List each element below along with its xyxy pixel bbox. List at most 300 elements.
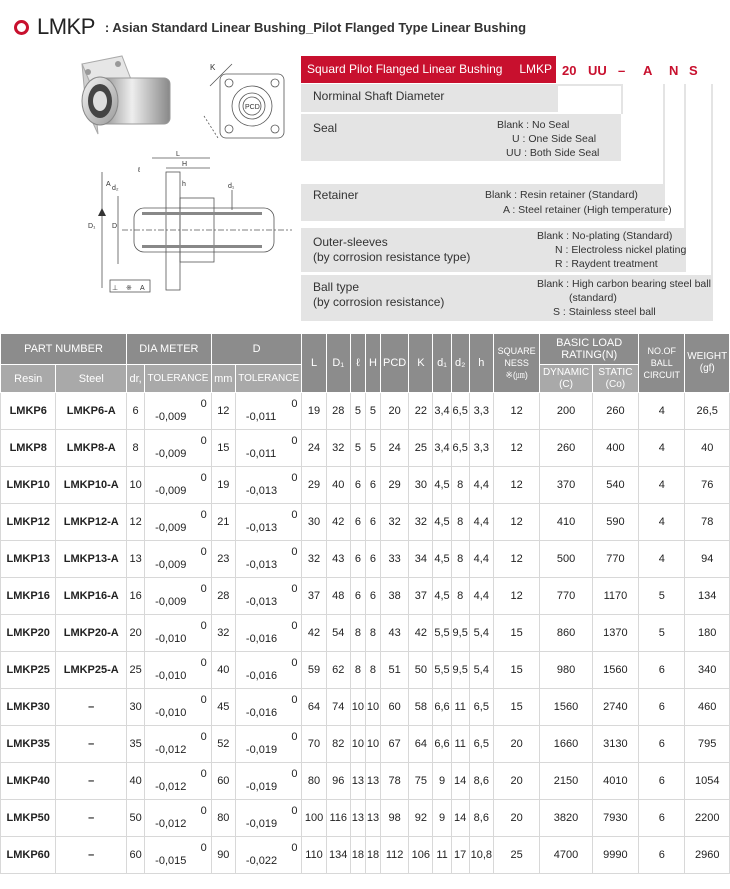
- sq-cell: 12: [493, 393, 539, 430]
- wt-cell: 180: [685, 615, 730, 652]
- tolerance-lower: -0,011: [245, 411, 277, 423]
- d2-cell: 6,5: [451, 430, 469, 467]
- D1-cell: 116: [326, 800, 350, 837]
- PCD-cell: 38: [381, 578, 409, 615]
- h-cell: 6,5: [469, 726, 493, 763]
- tolerance-lower: -0,019: [245, 818, 278, 830]
- D-cell: 80: [211, 800, 235, 837]
- table-row: [1, 430, 730, 467]
- table-row: [1, 689, 730, 726]
- row-option: (standard): [569, 292, 617, 304]
- Dtol-cell: [235, 393, 302, 430]
- wt-cell: 40: [685, 430, 730, 467]
- D1-cell: 82: [326, 726, 350, 763]
- sq-cell: 20: [493, 800, 539, 837]
- K-cell: 34: [409, 541, 433, 578]
- L-cell: 32: [302, 541, 326, 578]
- steel-cell: LMKP8-A: [56, 430, 127, 467]
- D-cell: 15: [211, 430, 235, 467]
- svg-text:L: L: [176, 151, 180, 158]
- th-weight: WEIGHT (gf): [685, 334, 730, 393]
- row-label: Ball type (by corrosion resistance): [313, 280, 445, 309]
- wt-cell: 1054: [685, 763, 730, 800]
- wt-cell: 94: [685, 541, 730, 578]
- table-row: [1, 467, 730, 504]
- l-cell: 6: [350, 467, 365, 504]
- K-cell: 58: [409, 689, 433, 726]
- wt-cell: 2960: [685, 837, 730, 874]
- tolerance-lower: -0,019: [245, 744, 278, 756]
- tolerance-lower: -0,013: [245, 522, 278, 534]
- l-cell: 10: [350, 689, 365, 726]
- tolerance-lower: -0,016: [245, 633, 278, 645]
- steel-cell: –: [56, 689, 127, 726]
- sta-cell: 7930: [592, 800, 638, 837]
- D-cell: 23: [211, 541, 235, 578]
- wt-cell: 795: [685, 726, 730, 763]
- D-cell: 32: [211, 615, 235, 652]
- D1-cell: 28: [326, 393, 350, 430]
- Dtol-cell: [235, 652, 302, 689]
- H-cell: 5: [365, 393, 380, 430]
- tolerance-lower: -0,012: [155, 818, 187, 830]
- D-cell: 12: [211, 393, 235, 430]
- tolerance-lower: -0,010: [155, 707, 187, 719]
- D1-cell: 62: [326, 652, 350, 689]
- tolerance-lower: -0,016: [245, 670, 278, 682]
- tolerance-upper: 0: [291, 657, 298, 669]
- bc-cell: 6: [639, 726, 685, 763]
- table-row: [1, 837, 730, 874]
- dtol-cell: [145, 430, 212, 467]
- th-ball-circuit: NO.OF BALL CIRCUIT: [639, 334, 685, 393]
- d2-cell: 9,5: [451, 652, 469, 689]
- K-cell: 30: [409, 467, 433, 504]
- dyn-cell: 770: [540, 578, 592, 615]
- tolerance-upper: 0: [200, 472, 207, 484]
- bc-cell: 4: [639, 504, 685, 541]
- d2-cell: 8: [451, 541, 469, 578]
- d1-cell: 4,5: [433, 541, 451, 578]
- sta-cell: 540: [592, 467, 638, 504]
- row-ball-type: [301, 275, 713, 321]
- code-box-title-text: Squard Pilot Flanged Linear Bushing: [307, 62, 503, 76]
- th-L: L: [302, 334, 326, 393]
- bc-cell: 6: [639, 800, 685, 837]
- tolerance-lower: -0,009: [155, 596, 187, 608]
- sq-cell: 25: [493, 837, 539, 874]
- tolerance-upper: 0: [200, 435, 207, 447]
- L-cell: 19: [302, 393, 326, 430]
- tolerance-upper: 0: [291, 472, 298, 484]
- steel-cell: LMKP25-A: [56, 652, 127, 689]
- h-cell: 5,4: [469, 615, 493, 652]
- code-box-title: [301, 56, 556, 83]
- steel-cell: –: [56, 800, 127, 837]
- wt-cell: 340: [685, 652, 730, 689]
- bc-cell: 6: [639, 652, 685, 689]
- H-cell: 10: [365, 689, 380, 726]
- resin-cell: LMKP8: [1, 430, 56, 467]
- bc-cell: 4: [639, 430, 685, 467]
- Dtol-cell: [235, 837, 302, 874]
- h-cell: 4,4: [469, 467, 493, 504]
- row-option: S : Stainless steel ball: [553, 306, 656, 318]
- code-seal: UU: [588, 63, 607, 78]
- resin-cell: LMKP6: [1, 393, 56, 430]
- sq-cell: 15: [493, 652, 539, 689]
- dyn-cell: 2150: [540, 763, 592, 800]
- svg-text:D: D: [112, 223, 118, 230]
- dim-k-label: K: [210, 63, 216, 72]
- code-dash: –: [618, 63, 626, 78]
- dyn-cell: 980: [540, 652, 592, 689]
- D-cell: 28: [211, 578, 235, 615]
- K-cell: 92: [409, 800, 433, 837]
- th-dr: dr,: [127, 365, 145, 393]
- tolerance-lower: -0,013: [245, 596, 278, 608]
- table-row: [1, 504, 730, 541]
- D-cell: 19: [211, 467, 235, 504]
- tolerance-upper: 0: [291, 509, 298, 521]
- d1-cell: 4,5: [433, 467, 451, 504]
- row-label: Norminal Shaft Diameter: [313, 89, 445, 103]
- row-option: A : Steel retainer (High temperature): [503, 204, 672, 216]
- tolerance-lower: -0,011: [245, 448, 277, 460]
- tolerance-lower: -0,013: [245, 559, 278, 571]
- H-cell: 6: [365, 578, 380, 615]
- h-cell: 8,6: [469, 763, 493, 800]
- th-D: D: [211, 334, 302, 365]
- l-cell: 6: [350, 504, 365, 541]
- code-retainer: A: [643, 63, 653, 78]
- l-cell: 8: [350, 652, 365, 689]
- H-cell: 13: [365, 800, 380, 837]
- h-cell: 4,4: [469, 578, 493, 615]
- l-cell: 5: [350, 430, 365, 467]
- tolerance-lower: -0,022: [245, 855, 278, 867]
- wt-cell: 2200: [685, 800, 730, 837]
- d1-cell: 3,4: [433, 430, 451, 467]
- sq-cell: 20: [493, 726, 539, 763]
- L-cell: 110: [302, 837, 326, 874]
- d1-cell: 6,6: [433, 689, 451, 726]
- tolerance-upper: 0: [291, 398, 298, 410]
- tolerance-upper: 0: [200, 509, 207, 521]
- sta-cell: 1170: [592, 578, 638, 615]
- L-cell: 64: [302, 689, 326, 726]
- code-segments: [556, 56, 707, 83]
- row-label: Outer-sleeves (by corrosion resistance type): [313, 235, 471, 264]
- dtol-cell: [145, 726, 212, 763]
- th-d1: d₁: [433, 334, 451, 393]
- dtol-cell: [145, 837, 212, 874]
- sq-cell: 12: [493, 430, 539, 467]
- dtol-cell: [145, 689, 212, 726]
- svg-text:A: A: [106, 181, 111, 188]
- h-cell: 3,3: [469, 430, 493, 467]
- h-cell: 8,6: [469, 800, 493, 837]
- d1-cell: 4,5: [433, 504, 451, 541]
- resin-cell: LMKP25: [1, 652, 56, 689]
- PCD-cell: 43: [381, 615, 409, 652]
- resin-cell: LMKP35: [1, 726, 56, 763]
- sta-cell: 1560: [592, 652, 638, 689]
- dtol-cell: [145, 763, 212, 800]
- d1-cell: 3,4: [433, 393, 451, 430]
- dr-cell: 20: [127, 615, 145, 652]
- d2-cell: 6,5: [451, 393, 469, 430]
- table-row: [1, 578, 730, 615]
- h-cell: 4,4: [469, 504, 493, 541]
- bc-cell: 4: [639, 541, 685, 578]
- dr-cell: 6: [127, 393, 145, 430]
- code-sleeve: N: [669, 63, 679, 78]
- sq-cell: 12: [493, 541, 539, 578]
- dyn-cell: 500: [540, 541, 592, 578]
- bc-cell: 6: [639, 837, 685, 874]
- K-cell: 106: [409, 837, 433, 874]
- sta-cell: 2740: [592, 689, 638, 726]
- th-squareness: SQUARE NESS ※(㎛): [493, 334, 539, 393]
- svg-text:d₂: d₂: [112, 185, 119, 192]
- steel-cell: –: [56, 726, 127, 763]
- PCD-cell: 32: [381, 504, 409, 541]
- H-cell: 8: [365, 652, 380, 689]
- D1-cell: 54: [326, 615, 350, 652]
- resin-cell: LMKP20: [1, 615, 56, 652]
- model-code-breakdown: [301, 56, 713, 322]
- Dtol-cell: [235, 541, 302, 578]
- L-cell: 37: [302, 578, 326, 615]
- tolerance-upper: 0: [291, 694, 298, 706]
- wt-cell: 26,5: [685, 393, 730, 430]
- d2-cell: 14: [451, 800, 469, 837]
- D-cell: 52: [211, 726, 235, 763]
- row-option: U : One Side Seal: [512, 133, 597, 145]
- PCD-cell: 51: [381, 652, 409, 689]
- L-cell: 24: [302, 430, 326, 467]
- l-cell: 5: [350, 393, 365, 430]
- th-mm: mm: [211, 365, 235, 393]
- tolerance-upper: 0: [200, 657, 207, 669]
- tolerance-lower: -0,009: [155, 485, 187, 497]
- tolerance-lower: -0,016: [245, 707, 278, 719]
- product-photo: [72, 52, 182, 142]
- sq-cell: 12: [493, 578, 539, 615]
- bc-cell: 6: [639, 763, 685, 800]
- dyn-cell: 370: [540, 467, 592, 504]
- tolerance-lower: -0,013: [245, 485, 278, 497]
- th-tolerance-D: TOLERANCE: [235, 365, 302, 393]
- dyn-cell: 1560: [540, 689, 592, 726]
- Dtol-cell: [235, 800, 302, 837]
- K-cell: 42: [409, 615, 433, 652]
- D-cell: 40: [211, 652, 235, 689]
- d1-cell: 5,5: [433, 615, 451, 652]
- H-cell: 5: [365, 430, 380, 467]
- d2-cell: 17: [451, 837, 469, 874]
- steel-cell: LMKP13-A: [56, 541, 127, 578]
- section-view-drawing: [82, 150, 302, 298]
- sq-cell: 15: [493, 615, 539, 652]
- PCD-cell: 60: [381, 689, 409, 726]
- Dtol-cell: [235, 467, 302, 504]
- resin-cell: LMKP30: [1, 689, 56, 726]
- th-D1: D₁: [326, 334, 350, 393]
- bc-cell: 5: [639, 615, 685, 652]
- product-code: LMKP: [37, 14, 95, 39]
- steel-cell: LMKP6-A: [56, 393, 127, 430]
- D-cell: 45: [211, 689, 235, 726]
- h-cell: 6,5: [469, 689, 493, 726]
- d1-cell: 11: [433, 837, 451, 874]
- PCD-cell: 78: [381, 763, 409, 800]
- sq-cell: 20: [493, 763, 539, 800]
- row-option: Blank : No-plating (Standard): [537, 230, 673, 242]
- sta-cell: 1370: [592, 615, 638, 652]
- row-option: Blank : High carbon bearing steel ball: [537, 278, 711, 290]
- dr-cell: 40: [127, 763, 145, 800]
- PCD-cell: 98: [381, 800, 409, 837]
- sq-cell: 12: [493, 504, 539, 541]
- dyn-cell: 4700: [540, 837, 592, 874]
- row-shaft-diameter: [301, 84, 558, 112]
- Dtol-cell: [235, 578, 302, 615]
- row-outer-sleeves: [301, 228, 686, 272]
- th-h: h: [469, 334, 493, 393]
- dr-cell: 16: [127, 578, 145, 615]
- l-cell: 13: [350, 763, 365, 800]
- d2-cell: 8: [451, 504, 469, 541]
- tolerance-upper: 0: [200, 620, 207, 632]
- svg-text:d₁: d₁: [228, 183, 235, 190]
- tolerance-upper: 0: [291, 805, 298, 817]
- th-dia-meter: DIA METER: [127, 334, 212, 365]
- code-box-model: LMKP: [519, 62, 552, 76]
- L-cell: 42: [302, 615, 326, 652]
- D1-cell: 32: [326, 430, 350, 467]
- svg-text:⊥: ⊥: [112, 285, 119, 292]
- l-cell: 13: [350, 800, 365, 837]
- dr-cell: 10: [127, 467, 145, 504]
- D1-cell: 43: [326, 541, 350, 578]
- dyn-cell: 860: [540, 615, 592, 652]
- steel-cell: LMKP12-A: [56, 504, 127, 541]
- row-retainer: [301, 184, 672, 221]
- tolerance-upper: 0: [200, 546, 207, 558]
- L-cell: 100: [302, 800, 326, 837]
- resin-cell: LMKP16: [1, 578, 56, 615]
- resin-cell: LMKP10: [1, 467, 56, 504]
- end-view-drawing: [196, 56, 306, 151]
- resin-cell: LMKP13: [1, 541, 56, 578]
- th-basic-load: BASIC LOAD RATING(N): [540, 334, 639, 365]
- Dtol-cell: [235, 763, 302, 800]
- tolerance-lower: -0,012: [155, 781, 187, 793]
- th-steel: Steel: [56, 365, 127, 393]
- resin-cell: LMKP50: [1, 800, 56, 837]
- l-cell: 6: [350, 541, 365, 578]
- th-PCD: PCD: [381, 334, 409, 393]
- dtol-cell: [145, 504, 212, 541]
- h-cell: 3,3: [469, 393, 493, 430]
- row-label: Seal: [313, 121, 338, 135]
- th-part-number: PART NUMBER: [1, 334, 127, 365]
- resin-cell: LMKP60: [1, 837, 56, 874]
- PCD-cell: 67: [381, 726, 409, 763]
- L-cell: 59: [302, 652, 326, 689]
- l-cell: 6: [350, 578, 365, 615]
- th-dynamic: DYNAMIC (C): [540, 365, 592, 393]
- dr-cell: 13: [127, 541, 145, 578]
- D-cell: 90: [211, 837, 235, 874]
- d2-cell: 11: [451, 689, 469, 726]
- th-K: K: [409, 334, 433, 393]
- h-cell: 4,4: [469, 541, 493, 578]
- sta-cell: 590: [592, 504, 638, 541]
- D1-cell: 134: [326, 837, 350, 874]
- l-cell: 8: [350, 615, 365, 652]
- tolerance-lower: -0,010: [155, 633, 187, 645]
- resin-cell: LMKP40: [1, 763, 56, 800]
- D1-cell: 42: [326, 504, 350, 541]
- dyn-cell: 200: [540, 393, 592, 430]
- tolerance-upper: 0: [200, 805, 207, 817]
- K-cell: 50: [409, 652, 433, 689]
- H-cell: 6: [365, 541, 380, 578]
- l-cell: 18: [350, 837, 365, 874]
- K-cell: 37: [409, 578, 433, 615]
- wt-cell: 76: [685, 467, 730, 504]
- L-cell: 30: [302, 504, 326, 541]
- tolerance-upper: 0: [291, 768, 298, 780]
- L-cell: 29: [302, 467, 326, 504]
- PCD-cell: 29: [381, 467, 409, 504]
- sta-cell: 9990: [592, 837, 638, 874]
- dr-cell: 50: [127, 800, 145, 837]
- svg-text:h: h: [182, 181, 186, 188]
- code-size: 20: [562, 63, 577, 78]
- PCD-cell: 112: [381, 837, 409, 874]
- steel-cell: LMKP20-A: [56, 615, 127, 652]
- H-cell: 6: [365, 467, 380, 504]
- resin-cell: LMKP12: [1, 504, 56, 541]
- dtol-cell: [145, 800, 212, 837]
- dr-cell: 12: [127, 504, 145, 541]
- row-option: R : Raydent treatment: [555, 258, 658, 270]
- wt-cell: 134: [685, 578, 730, 615]
- d1-cell: 9: [433, 763, 451, 800]
- h-cell: 10,8: [469, 837, 493, 874]
- dtol-cell: [145, 393, 212, 430]
- H-cell: 8: [365, 615, 380, 652]
- tolerance-upper: 0: [200, 694, 207, 706]
- bc-cell: 4: [639, 467, 685, 504]
- bc-cell: 5: [639, 578, 685, 615]
- tolerance-lower: -0,019: [245, 781, 278, 793]
- dr-cell: 30: [127, 689, 145, 726]
- tolerance-upper: 0: [200, 398, 207, 410]
- PCD-cell: 24: [381, 430, 409, 467]
- d1-cell: 6,6: [433, 726, 451, 763]
- dtol-cell: [145, 578, 212, 615]
- H-cell: 18: [365, 837, 380, 874]
- steel-cell: LMKP16-A: [56, 578, 127, 615]
- tolerance-lower: -0,009: [155, 448, 187, 460]
- tolerance-lower: -0,009: [155, 411, 187, 423]
- tolerance-lower: -0,015: [155, 855, 187, 867]
